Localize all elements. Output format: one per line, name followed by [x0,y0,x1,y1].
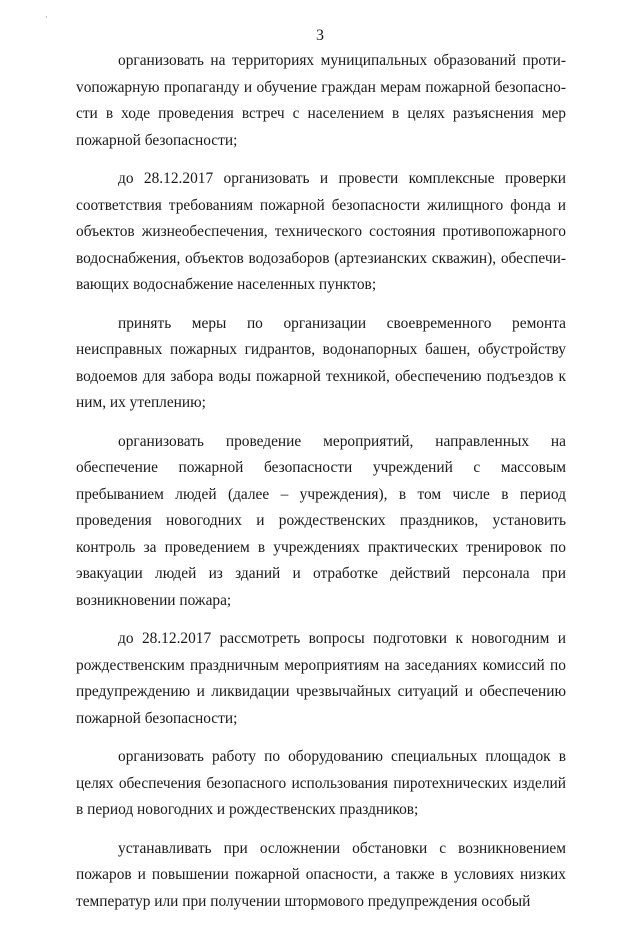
page-number: 3 [316,27,324,44]
document-body [76,48,566,927]
paragraph-fire-propaganda: организовать на территориях муниципальных образований протиvoпожарную пропаганду и обучение граждан мерам пожарной безопасности в ходе проведения встреч с населением в целях разъяснения мер пожарной безопасности; [76,52,566,149]
paragraph-hydrant-repair: принять меры по организации своевременного ремонта неисправных пожарных гидрантов, водонапорных башен, обустройству водоемов для забора воды пожарной техникой, обеспечению подъездов к ним, их утеплению; [76,314,566,411]
paragraph-inspections: до 28.12.2017 организовать и провести комплексные проверки соответствия требованиям пожарной безопасности жилищного фонда и объектов жизнеобеспечения, технического состояния противопожарного водоснабжения, объектов водозаборов (артезианских скважин), обеспечивающих водоснабжение населенных пунктов; [76,170,566,293]
paragraph-holiday-preparation: до 28.12.2017 рассмотреть вопросы подготовки к новогодним и рождественским праздничным мероприятиям на заседаниях комиссий по предупреждению и ликвидации чрезвычайных ситуаций и обеспечению пожарной безопасности; [76,630,566,727]
paragraph-pyrotechnics-sites: организовать работу по оборудованию специальных площадок в целях обеспечения безопасного использования пиротехнических изделий в период новогодних и рождественских праздников; [76,748,566,818]
corner-mark: · [45,12,48,22]
paragraph-institutions-safety: организовать проведение мероприятий, направленных на обеспечение пожарной безопасности учреждений с массовым пребыванием людей (далее – учреждения), в том числе в период проведения новогодних и рождественских праздников, установить контроль за проведением в учреждениях практических тренировок по эвакуации людей из зданий и отработке действий персонала при возникновении пожара; [76,432,566,609]
paragraph-special-regime: устанавливать при осложнении обстановки с возникновением пожаров и повышении пожарной опасности, а также в условиях низких температур или при получении штормового предупреждения особый [76,839,566,910]
